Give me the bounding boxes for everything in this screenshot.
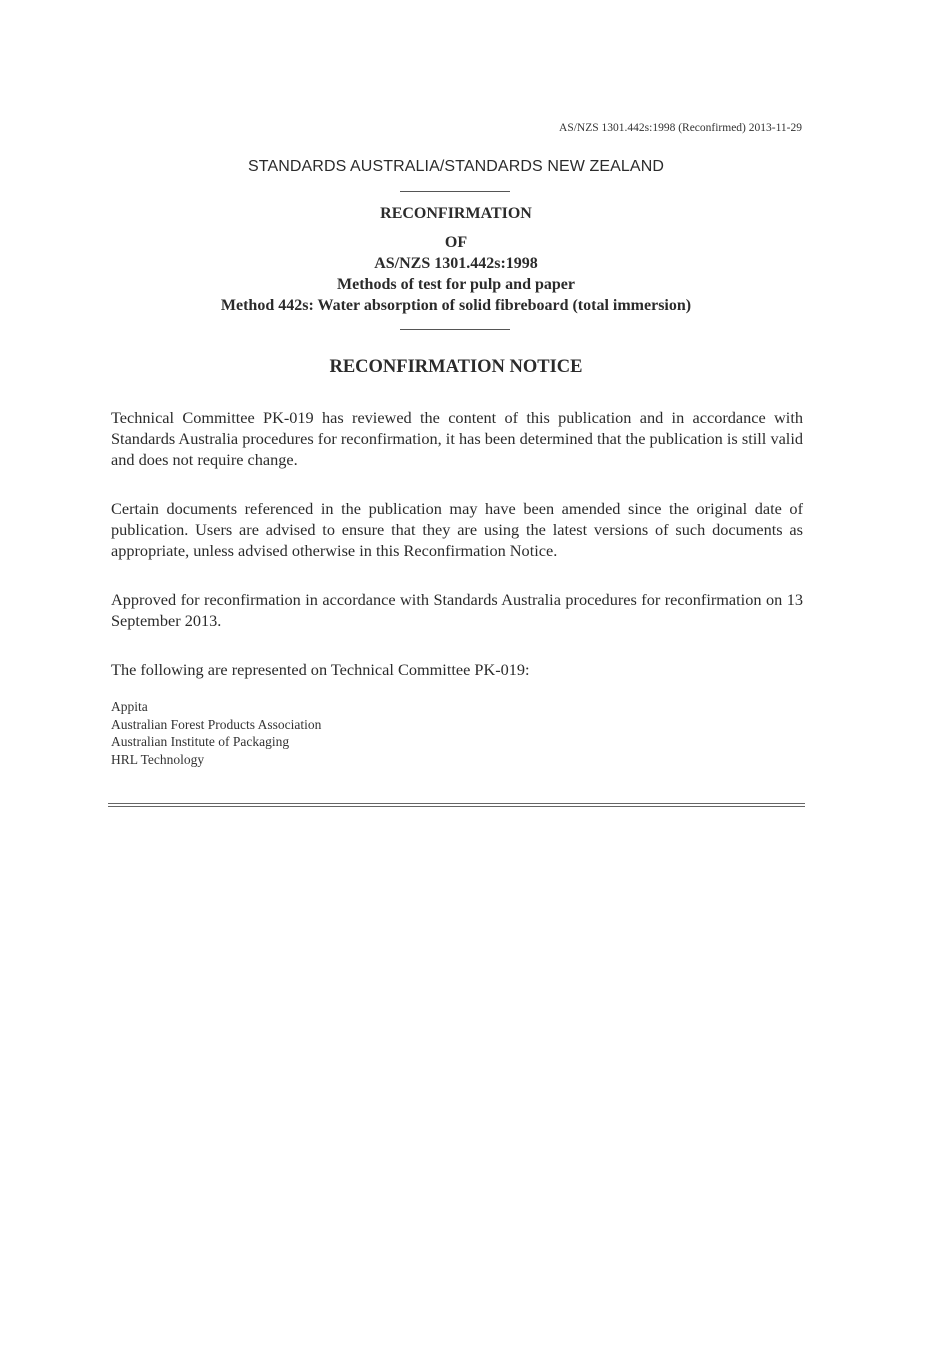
list-item: Australian Forest Products Association: [111, 716, 322, 732]
heading-line-of: OF: [444, 234, 468, 251]
divider-bottom: [400, 329, 510, 330]
notice-title: RECONFIRMATION NOTICE: [329, 357, 583, 377]
list-item: Appita: [111, 699, 148, 714]
heading-line-standard-number: AS/NZS 1301.442s:1998: [374, 255, 538, 272]
paragraph-approval: Approved for reconfirmation in accordance with Standards Australia procedures for reconfirmation on 13 September 2013.: [111, 590, 803, 630]
footer-double-rule: [108, 803, 805, 807]
divider-top: [400, 191, 510, 192]
paragraph-committee-intro: The following are represented on Technical Committee PK-019:: [111, 660, 530, 679]
reconfirmation-heading: [0, 203, 912, 316]
organization-title: STANDARDS AUSTRALIA/STANDARDS NEW ZEALAND: [247, 158, 665, 175]
paragraph-referenced-documents: Certain documents referenced in the publication may have been amended since the original date of publication. Users are advised to ensure that they are using the latest versions of such documents as appropriate, unless advised otherwise in this Reconfirmation Notice.: [111, 499, 803, 560]
document-reference: AS/NZS 1301.442s:1998 (Reconfirmed) 2013-11-29: [559, 122, 802, 134]
heading-line-series-title: Methods of test for pulp and paper: [337, 276, 575, 293]
list-item: HRL Technology: [111, 751, 205, 767]
list-item: Australian Institute of Packaging: [111, 734, 290, 749]
heading-line-method-title: Method 442s: Water absorption of solid fibreboard (total immersion): [220, 297, 692, 314]
paragraph-review: Technical Committee PK-019 has reviewed the content of this publication and in accordance with Standards Australia procedures for reconfirmation, it has been determined that the publication is still valid and does not require change.: [111, 408, 803, 469]
committee-member-list: [111, 698, 321, 768]
heading-line-reconfirmation: RECONFIRMATION: [380, 205, 532, 222]
